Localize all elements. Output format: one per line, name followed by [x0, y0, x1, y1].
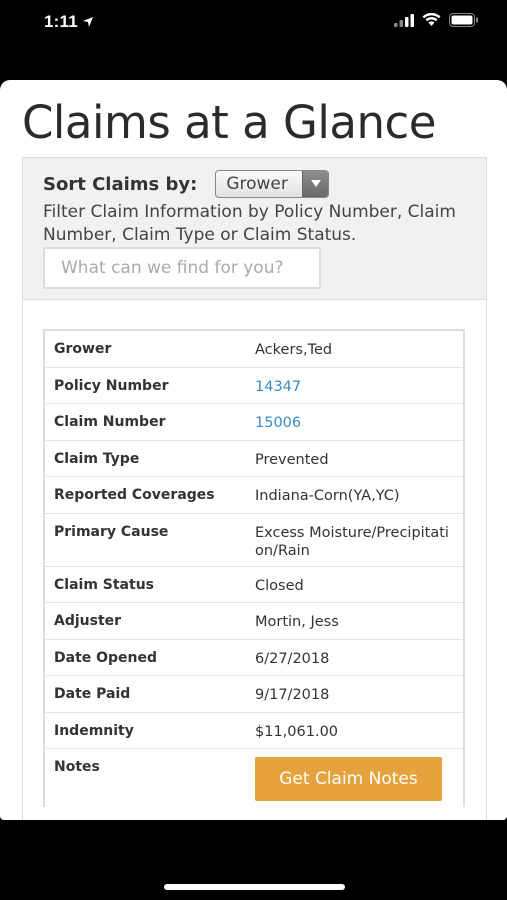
- row-label: Reported Coverages: [54, 487, 215, 503]
- row-value: Mortin, Jess: [255, 614, 339, 630]
- page-title: Claims at a Glance: [22, 96, 436, 149]
- table-row: [45, 368, 463, 405]
- sort-select[interactable]: [215, 170, 329, 198]
- table-row: [45, 713, 463, 750]
- search-input[interactable]: [43, 247, 321, 289]
- row-label: Claim Type: [54, 450, 140, 467]
- table-row: [45, 441, 463, 478]
- table-row: [45, 603, 463, 640]
- cellular-signal-icon: [394, 14, 414, 27]
- table-row: [45, 514, 463, 567]
- row-label: Claim Status: [54, 576, 154, 593]
- dropdown-arrow-icon: [302, 171, 328, 197]
- row-label: Primary Cause: [54, 523, 169, 540]
- status-time: [44, 12, 94, 32]
- clock-label: 1:11: [44, 12, 78, 31]
- get-claim-notes-button[interactable]: Get Claim Notes: [255, 757, 442, 801]
- row-label: Claim Number: [54, 414, 166, 430]
- location-arrow-icon: [82, 16, 94, 28]
- status-bar: [0, 0, 507, 48]
- row-label: Date Opened: [54, 649, 158, 666]
- row-label: Notes: [54, 759, 100, 775]
- wifi-icon: [422, 13, 441, 27]
- table-row: [45, 331, 463, 368]
- row-label: Policy Number: [54, 377, 169, 394]
- app-screen: [0, 80, 507, 820]
- filter-description: Filter Claim Information by Policy Number, Claim Number, Claim Type or Claim Status.: [43, 202, 456, 245]
- row-value: Indiana-Corn(YA,YC): [255, 488, 400, 504]
- row-value: Closed: [255, 577, 304, 594]
- battery-icon: [449, 13, 479, 27]
- table-row: [45, 404, 463, 441]
- row-label: Grower: [54, 341, 112, 357]
- notes-cell: [245, 749, 461, 807]
- row-value: Ackers,Ted: [255, 342, 333, 358]
- sort-select-value: Grower: [226, 174, 288, 194]
- table-row: [45, 640, 463, 677]
- claim-table: [43, 329, 465, 807]
- filter-panel: [22, 157, 487, 300]
- claim-number-link[interactable]: 15006: [255, 415, 302, 431]
- row-value: Prevented: [255, 451, 329, 468]
- policy-number-link[interactable]: 14347: [255, 378, 302, 395]
- row-value: 6/27/2018: [255, 650, 330, 667]
- row-value: $11,061.00: [255, 723, 339, 740]
- table-row: [45, 567, 463, 604]
- table-row: [45, 477, 463, 514]
- row-label: Adjuster: [54, 613, 122, 629]
- row-label: Indemnity: [54, 722, 134, 739]
- results-panel: [22, 300, 487, 820]
- table-row: [45, 676, 463, 713]
- home-indicator[interactable]: [164, 884, 345, 890]
- row-value: Excess Moisture/Precipitation/Rain: [255, 524, 449, 559]
- row-value: 9/17/2018: [255, 687, 330, 703]
- row-label: Date Paid: [54, 686, 131, 702]
- sort-row: [43, 170, 329, 198]
- sort-label: Sort Claims by:: [43, 173, 198, 195]
- table-row: [45, 749, 463, 807]
- status-indicators: [394, 13, 479, 27]
